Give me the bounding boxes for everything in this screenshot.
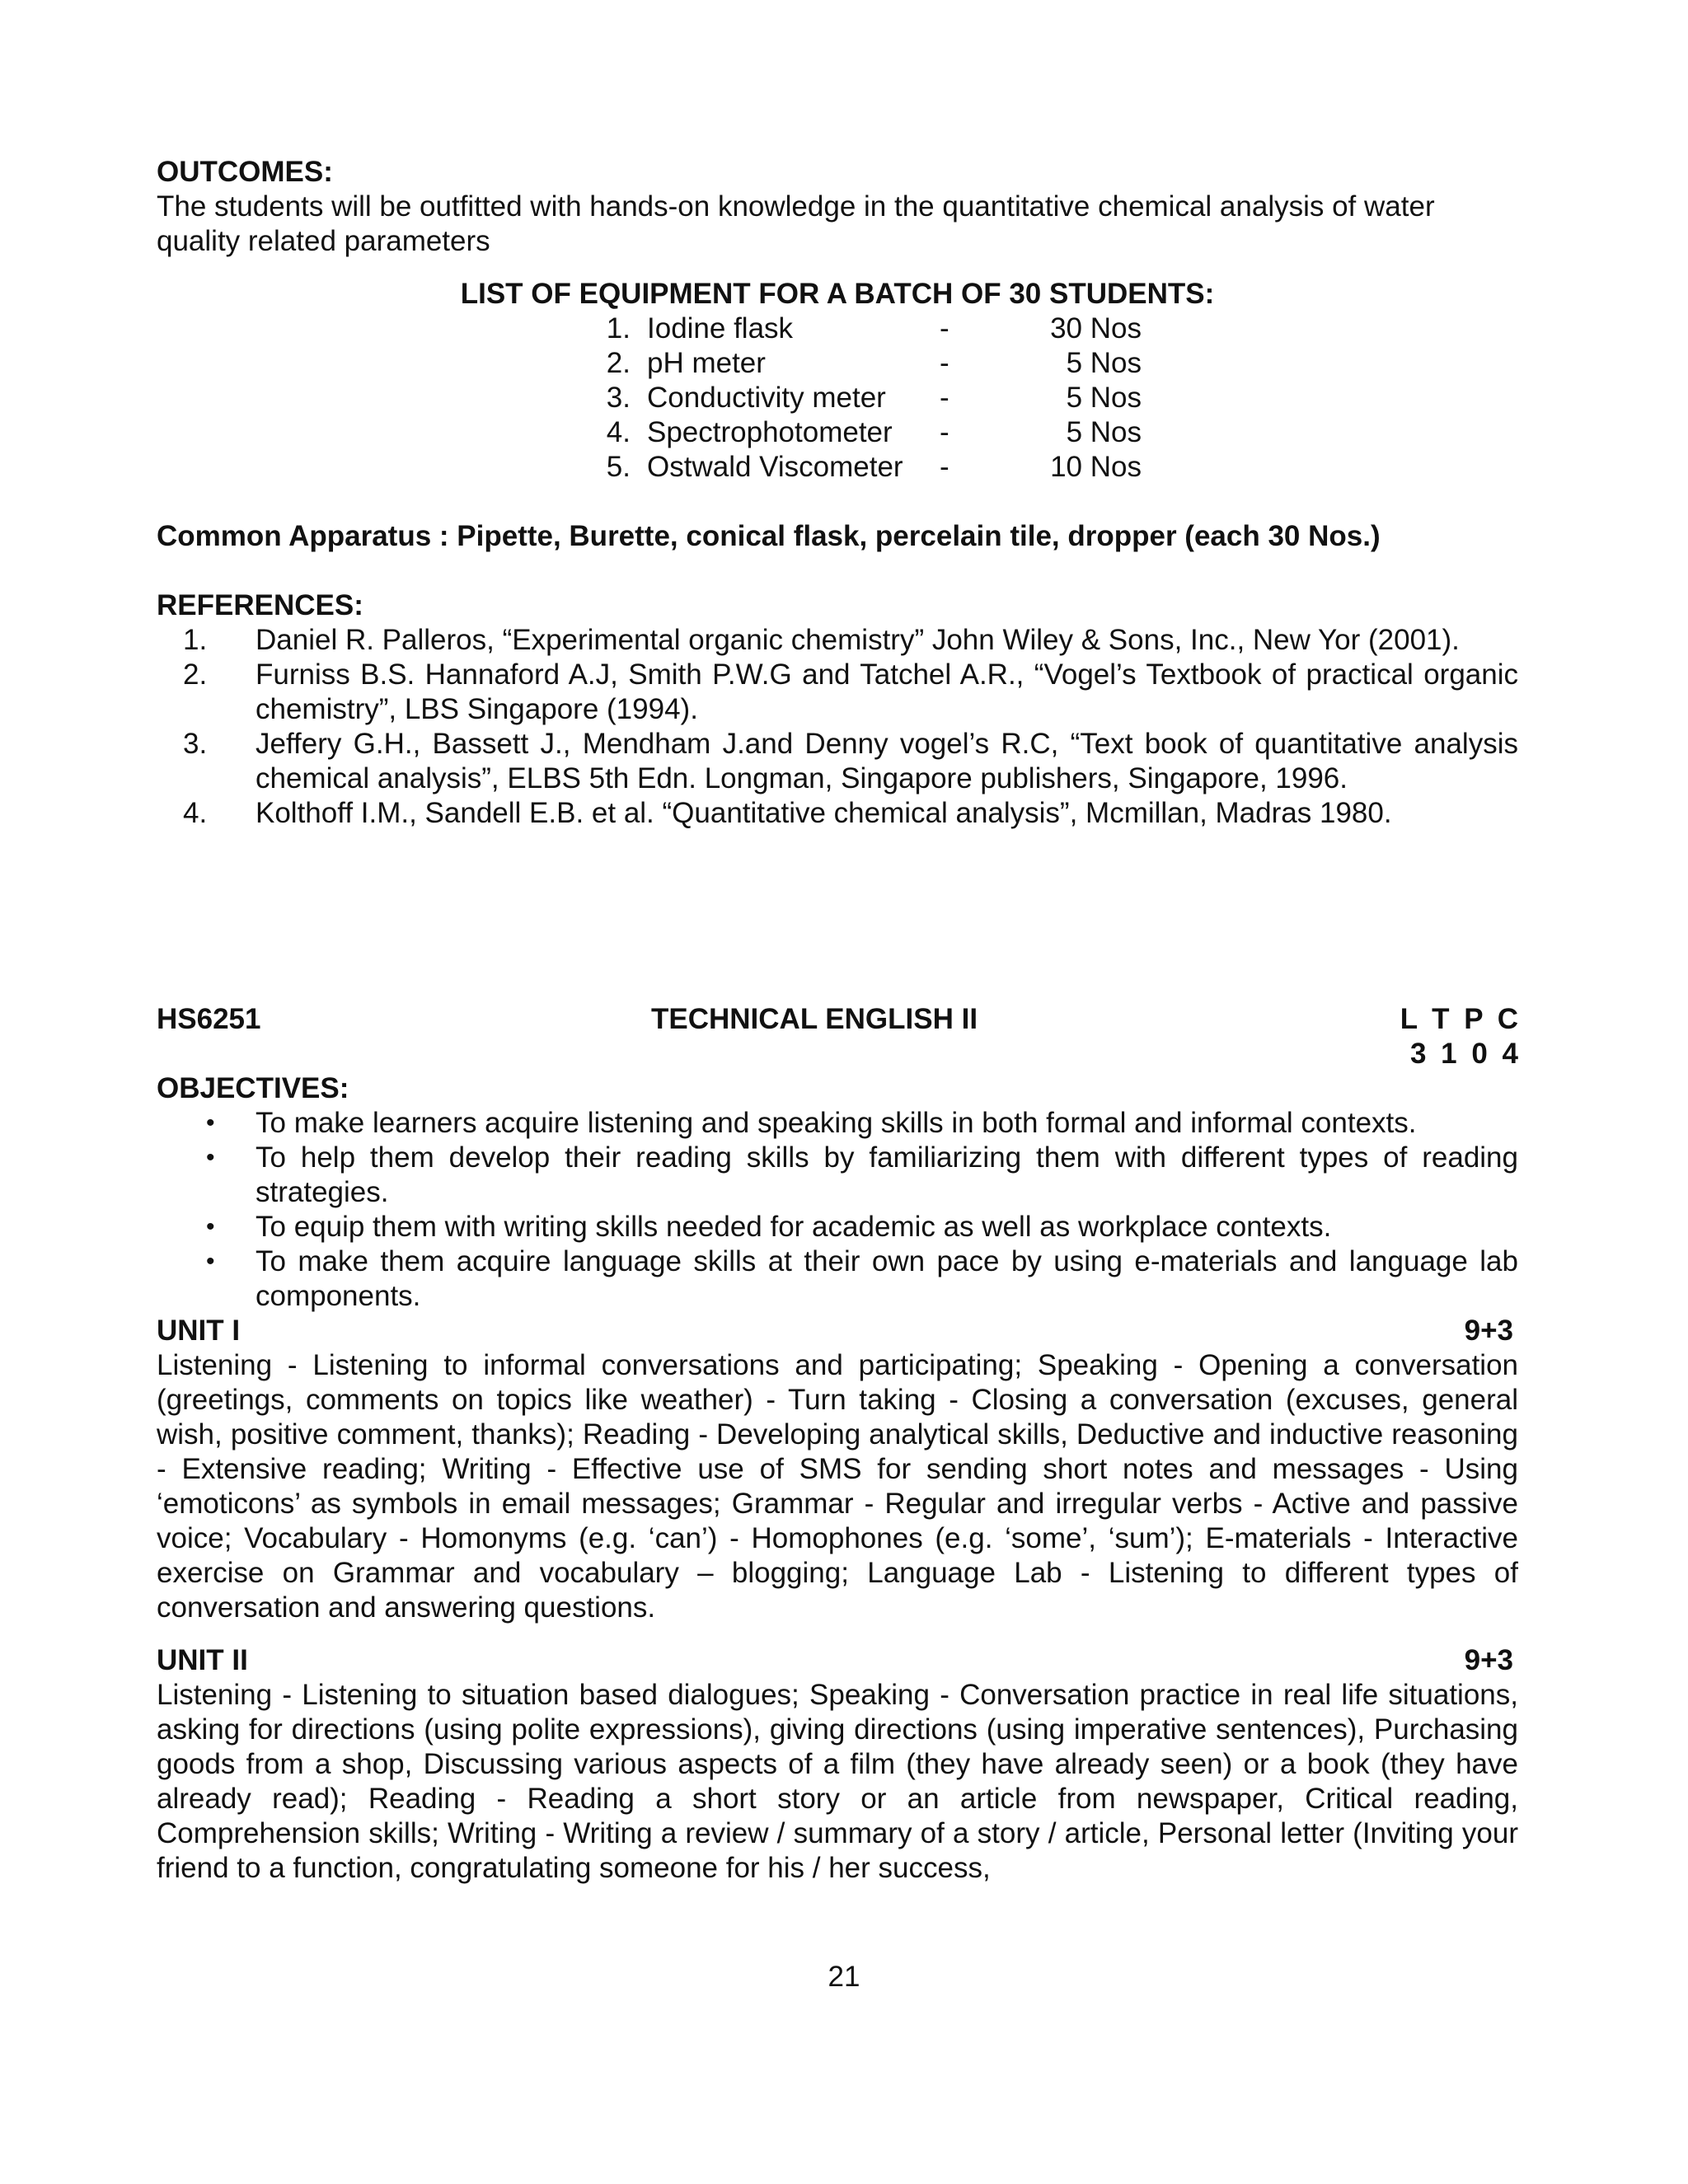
references-heading: REFERENCES: <box>157 589 363 621</box>
unit-section <box>157 1643 1518 1886</box>
ltpc-labels: L T P C <box>1400 1003 1518 1035</box>
reference-number: 4. <box>183 797 208 829</box>
outcomes-heading: OUTCOMES: <box>157 156 333 188</box>
bullet-icon: • <box>206 1144 215 1171</box>
equipment-list <box>581 312 1142 485</box>
equipment-dash: - <box>940 347 950 379</box>
outcomes-section <box>157 155 1518 259</box>
reference-text: Jeffery G.H., Bassett J., Mendham J.and Denny vogel’s R.C, “Text book of quantitative analysis chemical analysis”, ELBS 5th Edn. Longman, Singapore publishers, Singapore, 1996. <box>256 728 1518 794</box>
equipment-title: LIST OF EQUIPMENT FOR A BATCH OF 30 STUDENTS: <box>460 278 1215 310</box>
reference-text: Kolthoff I.M., Sandell E.B. et al. “Quantitative chemical analysis”, Mcmillan, Madras 1980. <box>256 797 1392 829</box>
objective-item <box>157 1210 1518 1244</box>
course-code: HS6251 <box>157 1003 261 1035</box>
course-header <box>157 1002 1518 1037</box>
unit-header <box>157 1314 1518 1348</box>
reference-text: Daniel R. Palleros, “Experimental organic chemistry” John Wiley & Sons, Inc., New Yor (2001). <box>256 624 1460 656</box>
ltpc-values: 3 1 0 4 <box>1409 1038 1518 1070</box>
equipment-name: Conductivity meter <box>647 382 886 414</box>
equipment-quantity: 5 Nos <box>1066 382 1142 414</box>
unit-text: Listening - Listening to situation based dialogues; Speaking - Conversation practice in real life situations, asking for directions (using polite expressions), giving directions (using imperative sentences), Purchasing goods from a shop, Discussing various aspects of a film (they have already seen) or a book (they have already read); Reading - Reading a short story or an article from newspaper, Critical reading, Comprehension skills; Writing - Writing a review / summary of a story / article, Personal letter (Inviting your friend to a function, congratulating someone for his / her success, <box>157 1679 1518 1884</box>
objective-text: To equip them with writing skills needed for academic as well as workplace contexts. <box>256 1211 1332 1243</box>
equipment-name: Iodine flask <box>647 312 794 344</box>
equipment-number: 3. <box>606 382 631 414</box>
objective-item <box>157 1244 1518 1314</box>
equipment-quantity: 5 Nos <box>1066 347 1142 379</box>
reference-text: Furniss B.S. Hannaford A.J, Smith P.W.G and Tatchel A.R., “Vogel’s Textbook of practical organic chemistry”, LBS Singapore (1994). <box>256 658 1518 725</box>
objective-text: To make learners acquire listening and speaking skills in both formal and informal contexts. <box>256 1107 1417 1139</box>
unit-hours: 9+3 <box>1464 1315 1513 1347</box>
equipment-number: 5. <box>606 451 631 483</box>
equipment-dash: - <box>940 382 950 414</box>
objective-item <box>157 1106 1518 1141</box>
references-section <box>157 588 1518 831</box>
reference-item <box>157 623 1518 658</box>
equipment-quantity: 5 Nos <box>1066 416 1142 448</box>
equipment-section <box>157 277 1518 485</box>
equipment-quantity: 30 Nos <box>1050 312 1142 344</box>
unit-hours: 9+3 <box>1464 1644 1513 1676</box>
objective-text: To help them develop their reading skills by familiarizing them with different types of reading strategies. <box>256 1141 1518 1208</box>
unit-section <box>157 1314 1518 1625</box>
equipment-row <box>581 346 1142 381</box>
equipment-quantity: 10 Nos <box>1050 451 1142 483</box>
outcomes-text: The students will be outfitted with hands-on knowledge in the quantitative chemical analysis of water quality related parameters <box>157 190 1435 257</box>
equipment-dash: - <box>940 416 950 448</box>
equipment-dash: - <box>940 451 950 483</box>
equipment-number: 1. <box>606 312 631 344</box>
bullet-icon: • <box>206 1109 215 1137</box>
page-number: 21 <box>828 1961 860 1993</box>
objectives-section <box>157 1071 1518 1314</box>
references-list <box>157 623 1518 831</box>
equipment-row <box>581 450 1142 485</box>
course-title: TECHNICAL ENGLISH II <box>651 1003 978 1035</box>
unit-title: UNIT I <box>157 1315 241 1347</box>
equipment-dash: - <box>940 312 950 344</box>
bullet-icon: • <box>206 1213 215 1240</box>
equipment-row <box>581 415 1142 450</box>
equipment-number: 2. <box>606 347 631 379</box>
objective-text: To make them acquire language skills at their own pace by using e-materials and language lab components. <box>256 1245 1518 1312</box>
objective-item <box>157 1141 1518 1210</box>
reference-item <box>157 796 1518 831</box>
unit-header <box>157 1643 1518 1678</box>
equipment-number: 4. <box>606 416 631 448</box>
unit-title: UNIT II <box>157 1644 248 1676</box>
objectives-heading: OBJECTIVES: <box>157 1072 349 1104</box>
unit-text: Listening - Listening to informal conversations and participating; Speaking - Opening a conversation (greetings, comments on topics like weather) - Turn taking - Closing a conversation (excuses, general wish, positive comment, thanks); Reading - Developing analytical skills, Deductive and inductive reasoning - Extensive reading; Writing - Effective use of SMS for sending short notes and messages - Using ‘emoticons’ as symbols in email messages; Grammar - Regular and irregular verbs - Active and passive voice; Vocabulary - Homonyms (e.g. ‘can’) - Homophones (e.g. ‘some’, ‘sum’); E-materials - Interactive exercise on Grammar and vocabulary – blogging; Language Lab - Listening to different types of conversation and answering questions. <box>157 1349 1518 1624</box>
reference-item <box>157 727 1518 796</box>
reference-number: 1. <box>183 624 208 656</box>
reference-number: 2. <box>183 658 208 691</box>
reference-item <box>157 658 1518 727</box>
equipment-name: pH meter <box>647 347 766 379</box>
reference-number: 3. <box>183 728 208 760</box>
equipment-name: Ostwald Viscometer <box>647 451 903 483</box>
common-apparatus: Common Apparatus : Pipette, Burette, conical flask, percelain tile, dropper (each 30 Nos.) <box>157 520 1381 552</box>
equipment-row <box>581 312 1142 346</box>
bullet-icon: • <box>206 1248 215 1275</box>
equipment-row <box>581 381 1142 415</box>
equipment-name: Spectrophotometer <box>647 416 893 448</box>
document-page <box>157 155 1518 1886</box>
objectives-list <box>157 1106 1518 1314</box>
